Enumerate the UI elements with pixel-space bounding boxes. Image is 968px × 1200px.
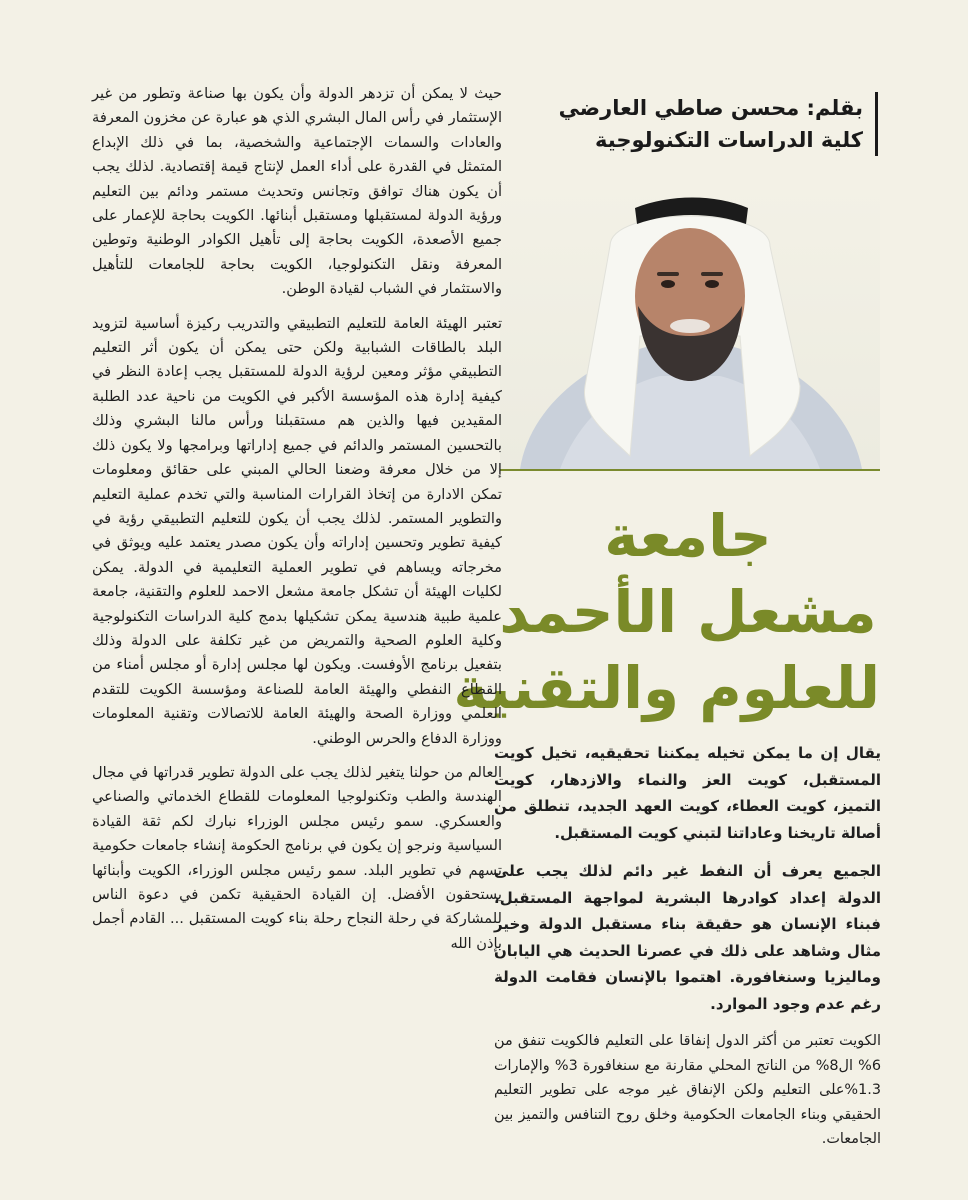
intro-paragraph-2: الجميع يعرف أن النفط غير دائم لذلك يجب على الدولة إعداد كوادرها البشرية لمواجهة المستقبل، فبناء الإنسان هو حقيقة بناء مستقبل الدولة وخير مثال وشاهد على ذلك في عصرنا الحديث هي اليابان وماليزيا وسنغافورة. اهتموا بالإنسان فقامت الدولة رغم عدم وجود الموارد.	[494, 862, 881, 1013]
body-paragraph-1: حيث لا يمكن أن تزدهر الدولة وأن يكون بها صناعة وتطور من غير الإستثمار في رأس المال البشري الذي هو عبارة عن مخزون المعرفة والعادات والسمات الإجتماعية والشخصية، بما في ذلك الإبداع المتمثل في القدرة على أداء العمل لإنتاج قيمة إقتصادية. لذلك يجب أن يكون هناك توافق وتجانس وتحديث مستمر ودائم بين التعليم ورؤية الدولة لمستقبلها ومستقبل أبنائها. الكويت بحاجة للإعمار على جميع الأصعدة، الكويت بحاجة إلى تأهيل الكوادر الوطنية وتوطين المعرفة ونقل التكنولوجيا، الكويت بحاجة للجامعات للتأهيل والاستثمار في الشباب لقيادة الوطن.	[92, 85, 502, 298]
author-block	[533, 92, 878, 156]
intro-paragraph-1: يقال إن ما يمكن تخيله يمكننا تحقيقيه، تخيل كويت المستقبل، كويت العز والنماء والازدهار، كويت التميز، كويت العطاء، كويت العهد الجديد، تنطلق من أصالة تاريخنا وعاداتنا لتبني كويت المستقبل.	[494, 744, 881, 842]
title-line-3: للعلوم والتقنية	[453, 654, 880, 722]
author-photo	[500, 186, 880, 471]
title-line-1: جامعة	[604, 502, 772, 570]
title-line-2: مشعل الأحمد	[499, 578, 877, 646]
body-column	[92, 82, 502, 966]
intro-section	[494, 740, 881, 1152]
author-affiliation: كلية الدراسات التكنولوجية	[595, 128, 863, 152]
author-byline: بقلم: محسن صاطي العارضي	[558, 96, 863, 120]
intro-paragraph-3: الكويت تعتبر من أكثر الدول إنفاقا على التعليم فالكويت تنفق من 6% ال8% من الناتج المحلي مقارنة مع سنغافورة 3% والإمارات 1.3%على التعليم ولكن الإنفاق غير موجه على تطوير التعليم الحقيقي وبناء الجامعات الحكومية وخلق روح التنافس والتميز بين الجامعات.	[494, 1033, 882, 1148]
body-paragraph-2: تعتبر الهيئة العامة للتعليم التطبيقي والتدريب ركيزة أساسية لتزويد البلد بالطاقات الشبابية ولكن حتى يمكن أن يكون أثر التعليم التطبيقي مؤثر ومعين لرؤية الدولة للمستقبل يجب إعادة النظر في كيفية إدارة هذه المؤسسة الأكبر في الكويت من ناحية عدد الطلبة المقيدين فيها والذين هم مستقبلنا ورأس مالنا البشري وذلك بالتحسين المستمر والدائم في جميع إداراتها وبرامجها ولا يكون ذلك إلا من خلال معرفة وضعنا الحالي المبني على حقائق ومعلومات تمكن الادارة من إتخاذ القرارات المناسبة والتي تخدم عملية التعليم والتطوير المستمر. لذلك يجب أن يكون للتعليم التطبيقي رؤية في كيفية تطوير وتحسين إداراته وأن يكون مصدر يعتمد عليه ويوثق في مخرجاته ويساهم في تطوير العملية التعليمية في الدولة. يمكن لكليات الهيئة أن تشكل جامعة مشعل الاحمد للعلوم والتقنية، جامعة علمية طبية هندسية يمكن تشكيلها بدمج كلية الدراسات التكنولوجية وكلية العلوم الصحية والتمريض من غير تكلفة على الدولة وذلك بتفعيل برنامج الأوفست. ويكون لها مجلس إدارة أو مجلس أمناء من القطاع النفطي والهيئة العامة للصناعة ومؤسسة الكويت للتقدم العلمي ووزارة الصحة والهيئة العامة للاتصالات وتقنية المعلومات ووزارة الدفاع والحرس الوطني.	[92, 314, 502, 747]
article-title	[453, 498, 880, 726]
body-paragraph-3: العالم من حولنا يتغير لذلك يجب على الدولة تطوير قدراتها في مجال الهندسة والطب وتكنولوجيا المعلومات للقطاع الخدماتي والصناعي والعسكري. سمو رئيس مجلس الوزراء نبارك لكم ثقة القيادة السياسية ونرجو إن يكون في برنامج الحكومة إنشاء جامعات حكومية تسهم في تطوير البلد. سمو رئيس مجلس الوزراء، الكويت وأبنائها يستحقون الأفضل. إن القيادة الحقيقية تكمن في دعوة الناس للمشاركة في رحلة النجاح رحلة بناء كويت المستقبل ... القادم أجمل بإذن الله	[92, 763, 502, 952]
